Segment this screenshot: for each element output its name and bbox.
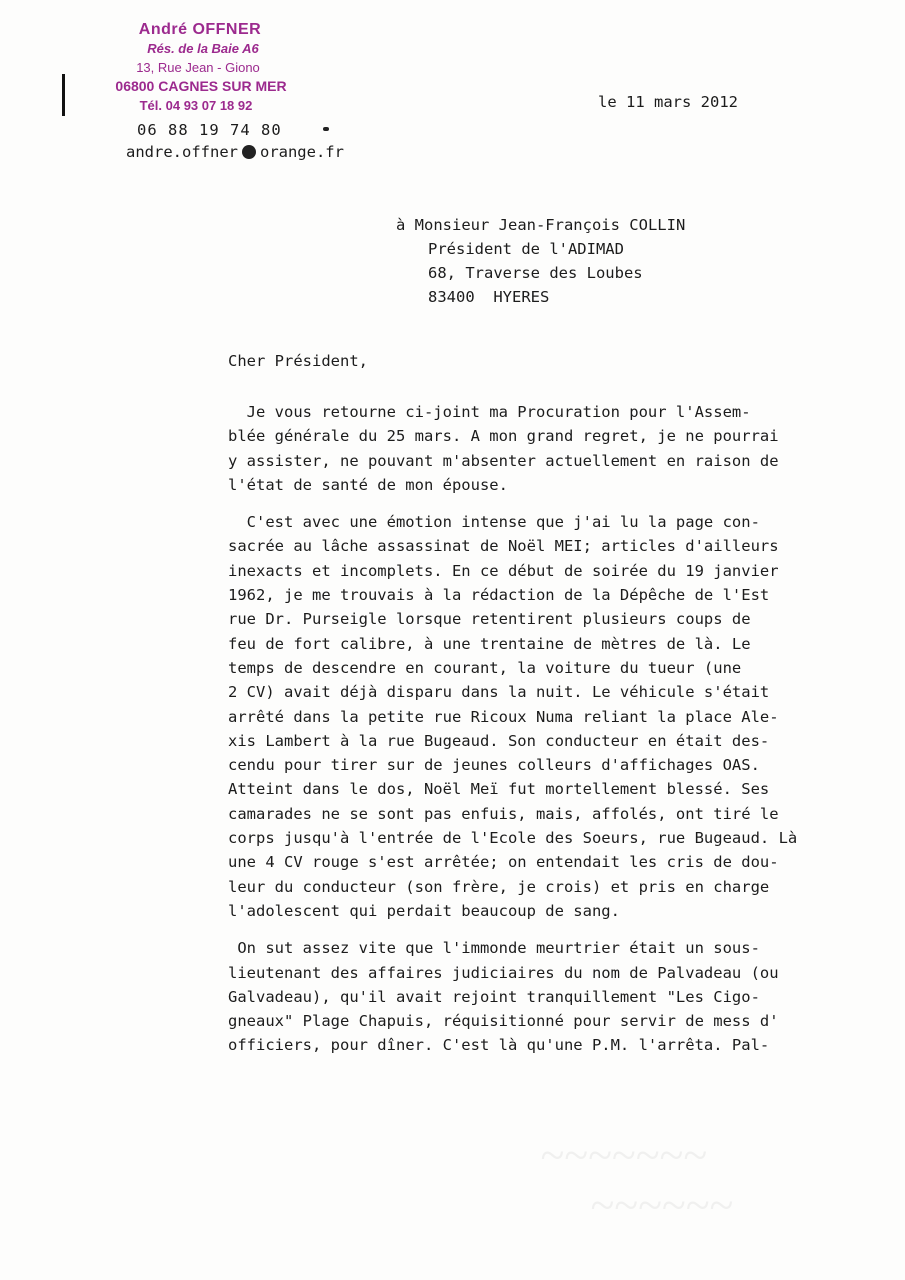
paragraph-gap: [228, 923, 898, 936]
recipient-line: Président de l'ADIMAD: [428, 240, 624, 258]
body-line: 1962, je me trouvais à la rédaction de la Dépêche de l'Est: [228, 586, 770, 605]
body-line: 2 CV) avait déjà disparu dans la nuit. Le véhicule s'était: [228, 683, 770, 702]
body-line: blée générale du 25 mars. A mon grand regret, je ne pourrai: [228, 427, 779, 446]
contact-mobile: 06 88 19 74 80: [137, 121, 282, 139]
body-line: corps jusqu'à l'entrée de l'Ecole des Soeurs, rue Bugeaud. Là: [228, 829, 798, 848]
at-sign-icon: [242, 145, 256, 159]
body-line: C'est avec une émotion intense que j'ai lu la page con-: [228, 513, 760, 532]
body-line: On sut assez vite que l'immonde meurtrier était un sous-: [228, 939, 760, 958]
stamp-name: André OFFNER: [138, 21, 262, 38]
body-line: lieutenant des affaires judiciaires du nom de Palvadeau (ou: [228, 963, 779, 982]
contact-email: [126, 143, 344, 161]
body-line: camarades ne se sont pas enfuis, mais, affolés, ont tiré le: [228, 804, 779, 823]
body-line: une 4 CV rouge s'est arrêtée; on entendait les cris de dou-: [228, 853, 779, 872]
body-line: Atteint dans le dos, Noël Meï fut mortellement blessé. Ses: [228, 780, 770, 799]
body-line: Galvadeau), qu'il avait rejoint tranquillement "Les Cigo-: [228, 987, 760, 1006]
stamp-phone: Tél. 04 93 07 18 92: [139, 98, 253, 113]
salutation: Cher Président,: [228, 352, 368, 370]
body-line: Je vous retourne ci-joint ma Procuration pour l'Assem-: [228, 403, 751, 421]
letter-date: le 11 mars 2012: [598, 93, 738, 111]
body-line: l'état de santé de mon épouse.: [228, 475, 508, 494]
email-domain: orange.fr: [259, 143, 344, 161]
body-line: l'adolescent qui perdait beaucoup de sang.: [228, 901, 620, 920]
show-through-mark: ~~~~~~~: [540, 1131, 707, 1180]
show-through-mark: ~~~~~~: [590, 1181, 733, 1230]
stamp-city: 06800 CAGNES SUR MER: [115, 78, 287, 94]
recipient-line: 83400 HYERES: [428, 288, 550, 306]
recipient-line: 68, Traverse des Loubes: [428, 264, 643, 282]
ink-dot-mark: [323, 127, 329, 131]
stamp-residence: Rés. de la Baie A6: [147, 41, 259, 56]
body-line: inexacts et incomplets. En ce début de soirée du 19 janvier: [228, 561, 779, 580]
letter-body: [228, 400, 898, 1058]
paragraph-gap: [228, 497, 898, 510]
email-user: andre.offner: [126, 143, 238, 161]
recipient-line: à Monsieur Jean-François COLLIN: [396, 216, 686, 234]
body-line: rue Dr. Purseigle lorsque retentirent plusieurs coups de: [228, 610, 751, 629]
recipient-block: [396, 213, 685, 309]
body-line: officiers, pour dîner. C'est là qu'une P.M. l'arrêta. Pal-: [228, 1036, 770, 1055]
body-line: sacrée au lâche assassinat de Noël MEI; articles d'ailleurs: [228, 537, 779, 556]
body-line: y assister, ne pouvant m'absenter actuellement en raison de: [228, 451, 779, 470]
margin-line-mark: [62, 74, 65, 116]
body-line: cendu pour tirer sur de jeunes colleurs d'affichages OAS.: [228, 756, 760, 775]
body-line: xis Lambert à la rue Bugeaud. Son conducteur en était des-: [228, 731, 770, 750]
body-line: gneaux" Plage Chapuis, réquisitionné pour servir de mess d': [228, 1012, 779, 1031]
stamp-street: 13, Rue Jean - Giono: [136, 60, 260, 75]
body-line: arrêté dans la petite rue Ricoux Numa reliant la place Ale-: [228, 707, 779, 726]
body-line: leur du conducteur (son frère, je crois) et pris en charge: [228, 877, 770, 896]
address-stamp: [100, 20, 310, 115]
body-line: temps de descendre en courant, la voiture du tueur (une: [228, 658, 742, 677]
body-line: feu de fort calibre, à une trentaine de mètres de là. Le: [228, 634, 751, 653]
